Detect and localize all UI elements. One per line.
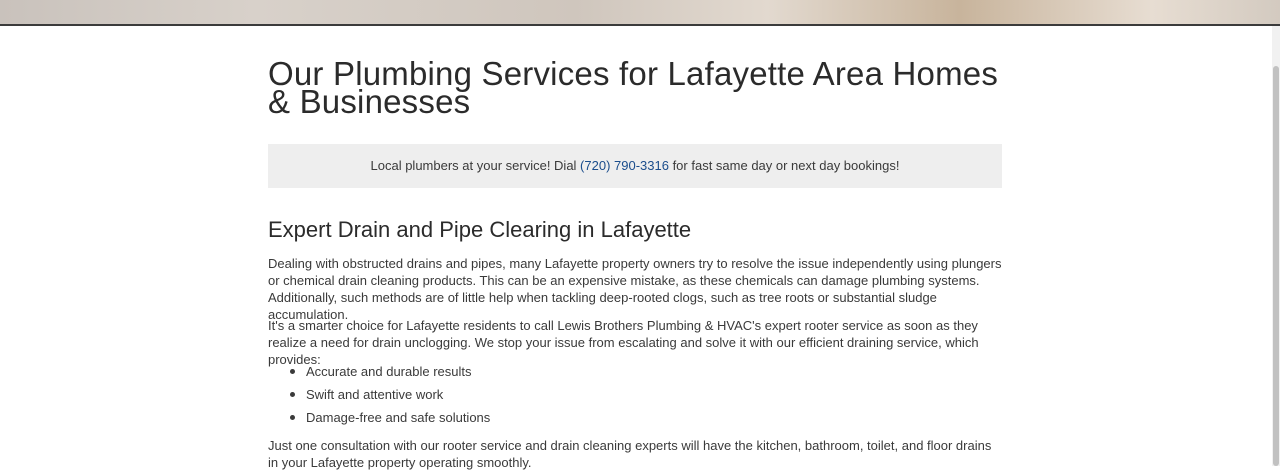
scrollbar[interactable] (1272, 26, 1280, 466)
callout-text-before: Local plumbers at your service! Dial (370, 158, 581, 173)
callout-text-after: for fast same day or next day bookings! (668, 158, 900, 173)
hero-image-strip (0, 0, 1280, 26)
bullet-icon (290, 415, 295, 420)
list-item (306, 385, 1006, 408)
section-heading: Expert Drain and Pipe Clearing in Lafayette (268, 217, 692, 242)
list-item (306, 362, 1006, 385)
main-content (268, 55, 1002, 120)
list-item-text: Damage-free and safe solutions (306, 410, 491, 425)
phone-link[interactable]: (720) 790-3316 (580, 158, 669, 173)
list-item-text: Swift and attentive work (306, 387, 444, 402)
bullet-icon (290, 369, 295, 374)
page-title: Our Plumbing Services for Lafayette Area Homes & Businesses (268, 55, 999, 120)
bullet-icon (290, 392, 295, 397)
list-item-text: Accurate and durable results (306, 364, 472, 379)
phone-callout-banner (268, 144, 1002, 188)
intro-paragraph: Dealing with obstructed drains and pipes, many Lafayette property owners try to resolve the issue independently using plungers or chemical drain cleaning products. This can be an expensive mistake, as these chemicals can damage plumbing systems. Additionally, such methods are of little help when tackling deep-rooted clogs, such as tree roots or substantial sludge accumulation. (268, 256, 1002, 322)
list-item (306, 408, 1006, 431)
closing-paragraph: Just one consultation with our rooter service and drain cleaning experts will have the kitchen, bathroom, toilet, and floor drains in your Lafayette property operating smoothly. (268, 438, 992, 470)
scrollbar-thumb[interactable] (1273, 66, 1279, 466)
choice-paragraph: It's a smarter choice for Lafayette residents to call Lewis Brothers Plumbing & HVAC's expert rooter service as soon as they realize a need for drain unclogging. We stop your issue from escalating and solve it with our efficient draining service, which provides: (268, 318, 979, 367)
benefits-list (268, 362, 1006, 431)
